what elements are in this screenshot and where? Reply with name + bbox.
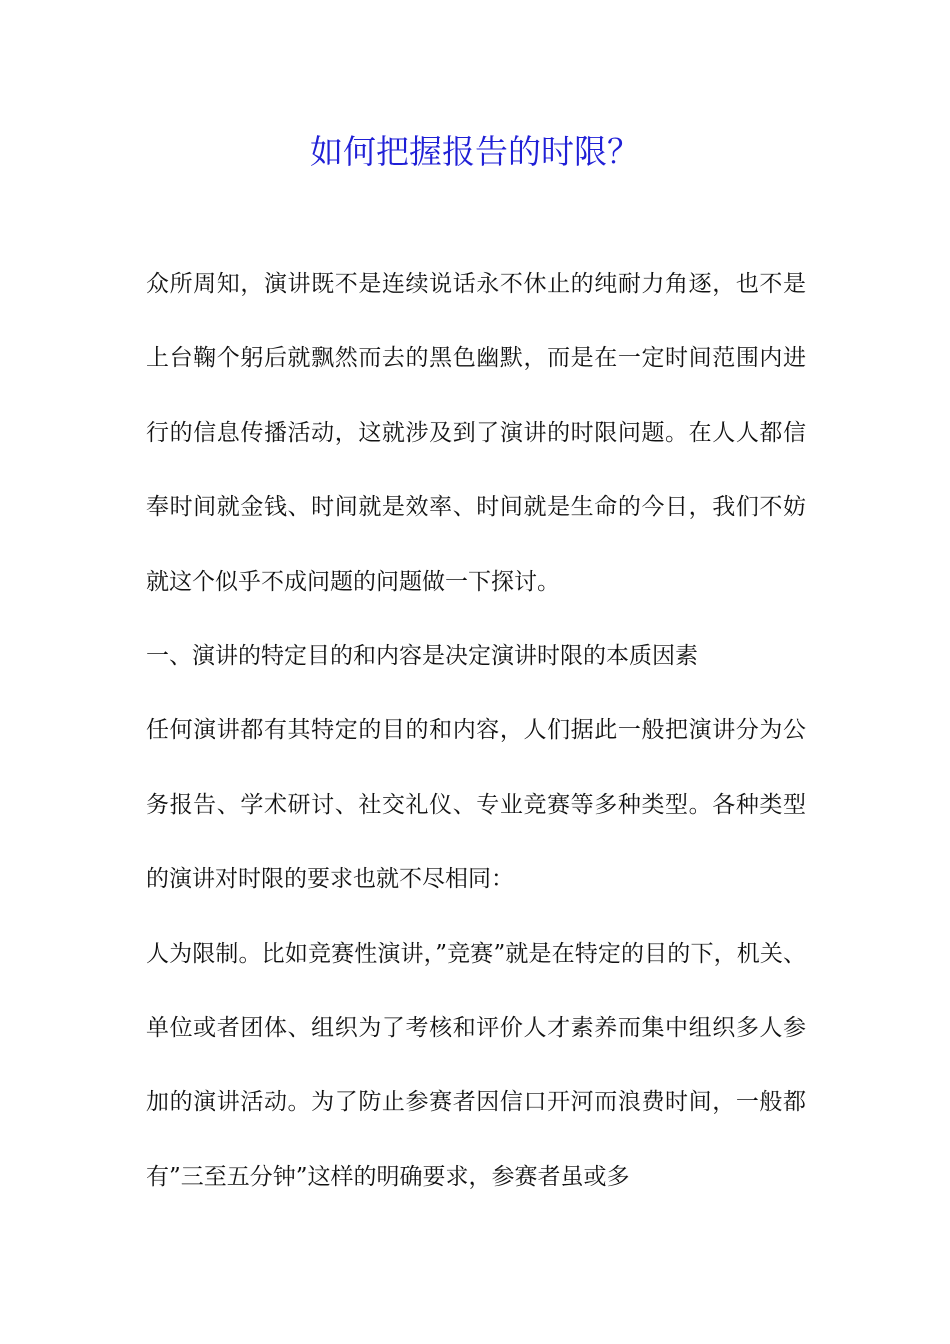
paragraph-intro: 众所周知，演讲既不是连续说话永不休止的纯耐力角逐，也不是上台鞠个躬后就飘然而去的黑色幽默，而是在一定时间范围内进行的信息传播活动，这就涉及到了演讲的时限问题。在人人都信奉时间就金钱、时间就是效率、时间就是生命的今日，我们不妨就这个似乎不成问题的问题做一下探讨。 [146, 271, 806, 595]
document-title: 如何把握报告的时限？ [310, 132, 640, 171]
paragraph-artificial-limits: 人为限制。比如竞赛性演讲，”竞赛”就是在特定的目的下，机关、单位或者团体、组织为了考核和评价人才素养而集中组织多人参加的演讲活动。为了防止参赛者因信口开河而浪费时间，一般都有”三至五分钟”这样的明确要求，参赛者虽或多 [146, 940, 806, 1190]
section-heading-1: 一、演讲的特定目的和内容是决定演讲时限的本质因素 [146, 643, 698, 670]
document-body [146, 247, 806, 1214]
paragraph-speech-types: 任何演讲都有其特定的目的和内容，人们据此一般把演讲分为公务报告、学术研讨、社交礼仪、专业竞赛等多种类型。各种类型的演讲对时限的要求也就不尽相同： [146, 717, 806, 893]
